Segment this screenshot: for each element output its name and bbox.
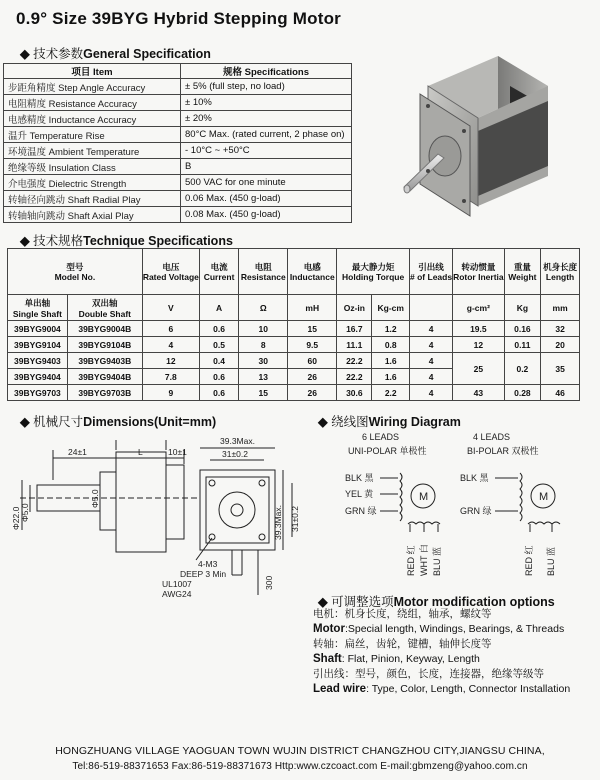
unit-cell <box>410 295 453 321</box>
cell-r: 8 <box>239 337 288 353</box>
mod-motor-text: :Special length, Windings, Bearings, & Threads <box>344 623 565 635</box>
col-item-header: 项目 Item <box>4 64 181 79</box>
unit-cell: g-cm² <box>453 295 505 321</box>
cell-leads: 4 <box>410 337 453 353</box>
motor-symbol-uni: M <box>419 491 429 503</box>
single-shaft-en: Single Shaft <box>12 308 62 319</box>
technique-row <box>8 337 580 353</box>
weight-header-en: Weight <box>508 271 537 282</box>
cell-kgcm: 1.6 <box>372 369 410 385</box>
cell-inertia: 12 <box>453 337 505 353</box>
mod-motor-label: Motor <box>313 623 345 635</box>
unit-cell: Oz-in <box>337 295 372 321</box>
spec-item: 转轴轴向跳动 Shaft Axial Play <box>4 207 181 223</box>
cell-length: 35 <box>541 353 580 385</box>
general-spec-row <box>4 175 352 191</box>
unit-cell: A <box>199 295 238 321</box>
cell-single: 39BYG9403 <box>8 353 68 369</box>
cell-v: 6 <box>142 321 199 337</box>
general-spec-row <box>4 127 352 143</box>
unit-cell: mm <box>541 295 580 321</box>
four-leads-label: 4 LEADS <box>473 432 511 442</box>
length-header <box>541 249 580 295</box>
inertia-header-cn: 转动惯量 <box>461 261 496 272</box>
cell-a: 0.6 <box>199 321 238 337</box>
dim-31-side: 31±0.2 <box>290 506 300 532</box>
resistance-header-en: Resistance <box>240 271 286 282</box>
general-spec-row <box>4 159 352 175</box>
wiring-heading: ◆ 绕线图Wiring Diagram <box>318 415 461 429</box>
cell-ozin: 22.2 <box>337 353 372 369</box>
voltage-header-cn: 电压 <box>162 261 180 272</box>
cell-double: 39BYG9403B <box>67 353 142 369</box>
front-body <box>200 470 275 550</box>
mod-line-shaft-en <box>313 652 570 667</box>
general-spec-row <box>4 111 352 127</box>
footer-address: HONGZHUANG VILLAGE YAOGUAN TOWN WUJIN DISTRICT CHANGZHOU CITY,JIANGSU CHINA, <box>55 745 545 757</box>
wire-red: RED 红 <box>406 545 416 576</box>
spec-value: 0.08 Max. (450 g-load) <box>181 207 352 223</box>
cell-ozin: 30.6 <box>337 385 372 401</box>
general-spec-header-row <box>4 64 352 79</box>
inductance-header-en: Inductance <box>289 271 335 282</box>
wire-blk2: BLK 黑 <box>460 473 489 483</box>
resistance-header <box>239 249 288 295</box>
single-shaft-header <box>8 295 68 321</box>
leads-header <box>410 249 453 295</box>
mod-shaft-label: Shaft <box>313 653 342 665</box>
double-shaft-en: Double Shaft <box>78 308 132 319</box>
cell-weight: 0.28 <box>504 385 541 401</box>
dim-ul: UL1007 <box>162 579 192 589</box>
cell-ozin: 22.2 <box>337 369 372 385</box>
dim-m3: 4-M3 <box>198 559 218 569</box>
unit-cell: Ω <box>239 295 288 321</box>
mod-line-shaft-cn: 转轴：扁丝，齿轮，键槽，轴伸长度等 <box>313 638 492 650</box>
spec-item: 电感精度 Inductance Accuracy <box>4 111 181 127</box>
mod-line-lead-cn: 引出线：型号，颜色，长度，连接器，绝缘等级等 <box>313 668 544 680</box>
cell-single: 39BYG9104 <box>8 337 68 353</box>
mod-lead-label: Lead wire <box>313 683 367 695</box>
cell-a: 0.4 <box>199 353 238 369</box>
wire-red2: RED 红 <box>524 545 534 576</box>
cell-single: 39BYG9004 <box>8 321 68 337</box>
spec-value: 80°C Max. (rated current, 2 phase on) <box>181 127 352 143</box>
cell-double: 39BYG9004B <box>67 321 142 337</box>
cell-length: 32 <box>541 321 580 337</box>
cell-a: 0.5 <box>199 337 238 353</box>
torque-header-cn: 最大静力矩 <box>351 261 395 272</box>
general-spec-row <box>4 79 352 95</box>
model-header-en: Model No. <box>54 271 96 282</box>
cell-a: 0.6 <box>199 385 238 401</box>
general-spec-row <box>4 143 352 159</box>
wire-blu: BLU 蓝 <box>432 546 442 576</box>
torque-header <box>337 249 410 295</box>
current-header-en: Current <box>203 271 235 282</box>
spec-value: ± 5% (full step, no load) <box>181 79 352 95</box>
spec-item: 步距角精度 Step Angle Accuracy <box>4 79 181 95</box>
cell-kgcm: 1.2 <box>372 321 410 337</box>
inertia-header-en: Rotor Inertia <box>453 271 504 282</box>
spec-value: 500 VAC for one minute <box>181 175 352 191</box>
cell-kgcm: 0.8 <box>372 337 410 353</box>
resistance-header-cn: 电阻 <box>254 261 272 272</box>
cell-r: 10 <box>239 321 288 337</box>
cell-r: 13 <box>239 369 288 385</box>
cell-single: 39BYG9404 <box>8 369 68 385</box>
spec-value: B <box>181 159 352 175</box>
six-leads-label: 6 LEADS <box>362 432 400 442</box>
cell-r: 15 <box>239 385 288 401</box>
unit-cell: Kg-cm <box>372 295 410 321</box>
unit-cell: V <box>142 295 199 321</box>
mod-line-motor-cn: 电机：机身长度，绕组，轴承，螺纹等 <box>313 608 492 620</box>
cell-kgcm: 1.6 <box>372 353 410 369</box>
technique-spec-heading: ◆ 技术规格Technique Specifications <box>20 234 233 248</box>
model-header <box>8 249 143 295</box>
wire-blu2: BLU 蓝 <box>546 546 556 576</box>
technique-row <box>8 321 580 337</box>
wire-grn: GRN 绿 <box>345 506 377 516</box>
cell-inertia: 25 <box>453 353 505 385</box>
cell-weight: 0.11 <box>504 337 541 353</box>
mod-lead-text: : Type, Color, Length, Connector Installation <box>366 683 571 695</box>
cell-r: 30 <box>239 353 288 369</box>
cell-mh: 15 <box>288 321 337 337</box>
wire-grn2: GRN 绿 <box>460 506 492 516</box>
inductance-header <box>288 249 337 295</box>
leads-header-cn: 引出线 <box>418 261 444 272</box>
spec-item: 电阻精度 Resistance Accuracy <box>4 95 181 111</box>
technique-header-row <box>8 249 580 295</box>
cell-length: 20 <box>541 337 580 353</box>
modification-heading: ◆ 可调整选项Motor modification options <box>318 595 555 609</box>
spec-item: 介电强度 Dielectric Strength <box>4 175 181 191</box>
general-spec-row <box>4 191 352 207</box>
cell-double: 39BYG9104B <box>67 337 142 353</box>
cell-double: 39BYG9404B <box>67 369 142 385</box>
uni-polar-label: UNI-POLAR 单极性 <box>348 446 427 456</box>
col-spec-header: 规格 Specifications <box>181 64 352 79</box>
double-shaft-header <box>67 295 142 321</box>
dim-393max-side: 39.3Max. <box>273 505 283 540</box>
dimension-drawing <box>0 430 300 605</box>
dim-awg: AWG24 <box>162 589 192 599</box>
weight-header <box>504 249 541 295</box>
length-header-cn: 机身长度 <box>543 261 578 272</box>
voltage-header <box>142 249 199 295</box>
spec-value: ± 10% <box>181 95 352 111</box>
dim-deep: DEEP 3 Min <box>180 569 227 579</box>
dim-31-top: 31±0.2 <box>222 449 248 459</box>
cell-leads: 4 <box>410 369 453 385</box>
inertia-header <box>453 249 505 295</box>
cell-a: 0.6 <box>199 369 238 385</box>
wire-yel: YEL 黄 <box>345 489 374 499</box>
cell-leads: 4 <box>410 385 453 401</box>
general-spec-row <box>4 95 352 111</box>
spec-item: 转轴径向跳动 Shaft Radial Play <box>4 191 181 207</box>
technique-spec-table <box>7 248 580 401</box>
modification-list <box>313 607 570 697</box>
bi-polar-label: BI-POLAR 双极性 <box>467 446 539 456</box>
torque-header-en: Holding Torque <box>342 271 405 282</box>
leads-header-en: # of Leads <box>410 271 453 282</box>
unit-cell: Kg <box>504 295 541 321</box>
cell-inertia: 19.5 <box>453 321 505 337</box>
dim-5b: Φ5.0 <box>90 489 100 508</box>
cell-v: 7.8 <box>142 369 199 385</box>
dim-10: 10±1 <box>168 447 187 457</box>
spec-item: 温升 Temperature Rise <box>4 127 181 143</box>
cell-kgcm: 2.2 <box>372 385 410 401</box>
wiring-diagram <box>340 428 590 578</box>
length-header-en: Length <box>545 271 575 282</box>
motor-symbol-bi: M <box>539 491 549 503</box>
spec-item: 环境温度 Ambient Temperature <box>4 143 181 159</box>
cell-length: 46 <box>541 385 580 401</box>
general-spec-heading: ◆ 技术参数General Specification <box>20 47 211 61</box>
cell-ozin: 16.7 <box>337 321 372 337</box>
spec-value: 0.06 Max. (450 g-load) <box>181 191 352 207</box>
dim-5: Φ5.0 <box>20 503 30 522</box>
current-header <box>199 249 238 295</box>
dim-393max-top: 39.3Max. <box>220 436 255 446</box>
dim-22: Φ22.0 <box>11 506 21 530</box>
current-header-cn: 电流 <box>210 261 228 272</box>
weight-header-cn: 重量 <box>513 261 531 272</box>
dim-24: 24±1 <box>68 447 87 457</box>
model-header-cn: 型号 <box>66 261 84 272</box>
spec-item: 绝缘等级 Insulation Class <box>4 159 181 175</box>
general-spec-row <box>4 207 352 223</box>
cell-weight: 0.2 <box>504 353 541 385</box>
cell-mh: 9.5 <box>288 337 337 353</box>
motor-photo <box>398 46 588 246</box>
wire-wht: WHT 白 <box>419 544 429 576</box>
cell-v: 4 <box>142 337 199 353</box>
cell-mh: 26 <box>288 385 337 401</box>
spec-value: ± 20% <box>181 111 352 127</box>
cell-mh: 60 <box>288 353 337 369</box>
double-shaft-cn: 双出轴 <box>92 297 118 308</box>
cell-inertia: 43 <box>453 385 505 401</box>
mod-line-motor-en <box>313 622 570 637</box>
cell-single: 39BYG9703 <box>8 385 68 401</box>
footer-contacts: Tel:86-519-88371653 Fax:86-519-88371673 Http:www.czcoact.com E-mail:gbmzeng@yahoo.com.cn <box>72 761 528 772</box>
technique-row <box>8 353 580 369</box>
general-spec-table <box>3 63 352 223</box>
mod-line-lead-en <box>313 682 570 697</box>
technique-unit-row <box>8 295 580 321</box>
cell-v: 12 <box>142 353 199 369</box>
technique-row <box>8 385 580 401</box>
side-body <box>116 452 166 552</box>
dim-300: 300 <box>264 575 274 590</box>
page-title: 0.9° Size 39BYG Hybrid Stepping Motor <box>16 9 341 28</box>
spec-value: - 10°C ~ +50°C <box>181 143 352 159</box>
cell-ozin: 11.1 <box>337 337 372 353</box>
cell-weight: 0.16 <box>504 321 541 337</box>
cell-v: 9 <box>142 385 199 401</box>
dimensions-heading: ◆ 机械尺寸Dimensions(Unit=mm) <box>20 415 217 429</box>
unit-cell: mH <box>288 295 337 321</box>
dim-l: L <box>138 447 143 457</box>
cell-leads: 4 <box>410 353 453 369</box>
cell-mh: 26 <box>288 369 337 385</box>
voltage-header-en: Rated Voltage <box>142 271 199 282</box>
cell-leads: 4 <box>410 321 453 337</box>
single-shaft-cn: 单出轴 <box>24 297 51 308</box>
cell-double: 39BYG9703B <box>67 385 142 401</box>
inductance-header-cn: 电感 <box>303 261 321 272</box>
mod-shaft-text: : Flat, Pinion, Keyway, Length <box>341 653 480 665</box>
wire-blk: BLK 黑 <box>345 473 374 483</box>
